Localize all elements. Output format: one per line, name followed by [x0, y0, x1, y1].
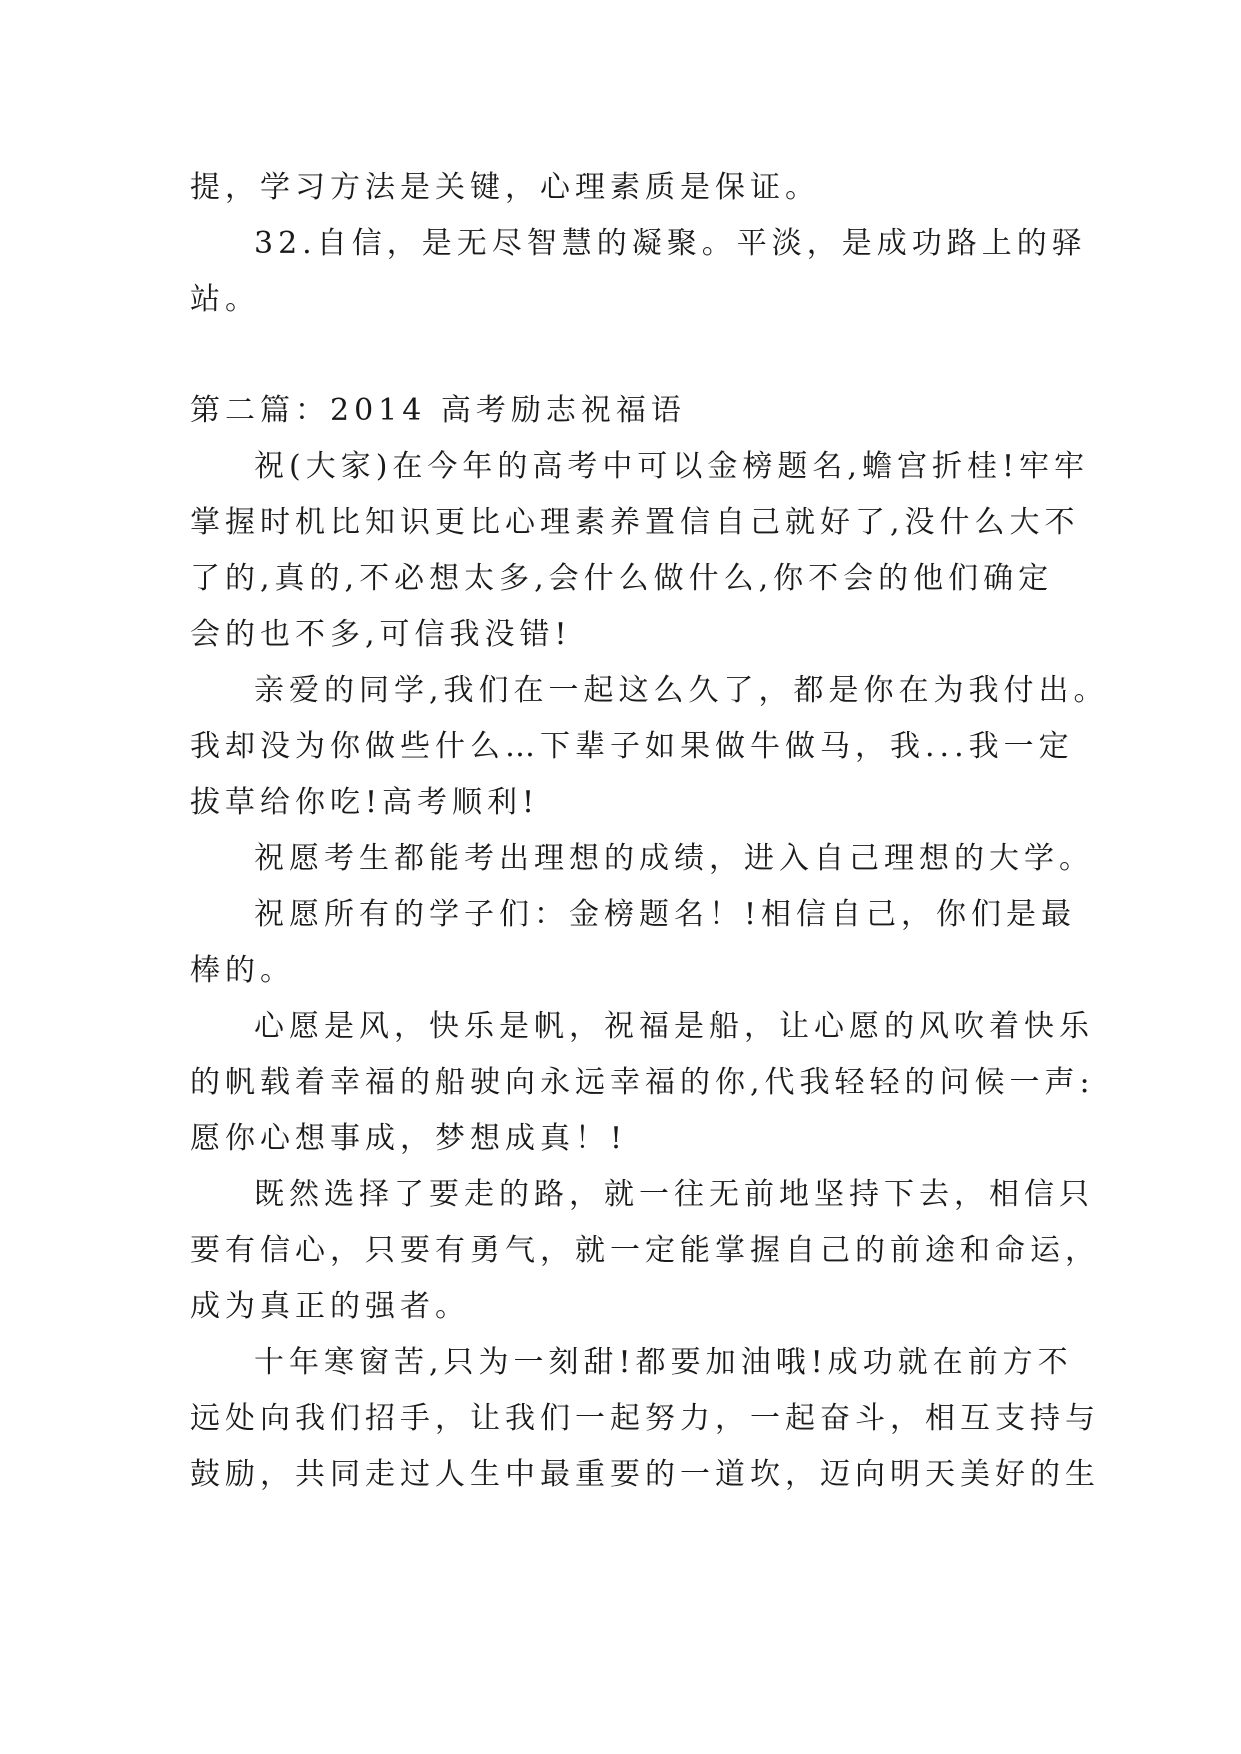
text-line: 心愿是风，快乐是帆，祝福是船，让心愿的风吹着快乐	[254, 1009, 1094, 1044]
text-line: 要有信心，只要有勇气，就一定能掌握自己的前途和命运，	[190, 1233, 1100, 1268]
text-line: 祝愿所有的学子们：金榜题名！!相信自己，你们是最	[254, 897, 1077, 932]
text-line: 既然选择了要走的路，就一往无前地坚持下去，相信只	[254, 1177, 1094, 1212]
text-line: 提，学习方法是关键，心理素质是保证。	[190, 170, 820, 205]
text-line: 的帆载着幸福的船驶向永远幸福的你,代我轻轻的问候一声:	[190, 1065, 1095, 1100]
text-line: 鼓励，共同走过人生中最重要的一道坎，迈向明天美好的生	[190, 1457, 1100, 1492]
document-body	[190, 160, 1109, 1503]
text-line: 我却没为你做些什么…下辈子如果做牛做马，我...我一定	[190, 729, 1074, 764]
text-line: 亲爱的同学,我们在一起这么久了，都是你在为我付出。	[254, 673, 1109, 708]
text-line: 祝愿考生都能考出理想的成绩，进入自己理想的大学。	[254, 841, 1094, 876]
text-line: 愿你心想事成，梦想成真！!	[190, 1121, 628, 1156]
text-line: 远处向我们招手，让我们一起努力，一起奋斗，相互支持与	[190, 1401, 1100, 1436]
section-heading: 第二篇：2014 高考励志祝福语	[190, 393, 686, 428]
text-line: 站。	[190, 282, 260, 317]
section-gap	[190, 328, 1050, 383]
text-line: 棒的。	[190, 953, 295, 988]
text-line: 32.自信，是无尽智慧的凝聚。平淡，是成功路上的驿	[254, 226, 1087, 261]
text-line: 十年寒窗苦,只为一刻甜!都要加油哦!成功就在前方不	[254, 1345, 1073, 1380]
text-line: 了的,真的,不必想太多,会什么做什么,你不会的他们确定	[190, 561, 1054, 596]
text-line: 祝(大家)在今年的高考中可以金榜题名,蟾宫折桂!牢牢	[254, 449, 1089, 484]
text-line: 拔草给你吃!高考顺利!	[190, 785, 540, 820]
text-line: 成为真正的强者。	[190, 1289, 470, 1324]
text-line: 会的也不多,可信我没错!	[190, 617, 572, 652]
text-line: 掌握时机比知识更比心理素养置信自己就好了,没什么大不	[190, 505, 1080, 540]
